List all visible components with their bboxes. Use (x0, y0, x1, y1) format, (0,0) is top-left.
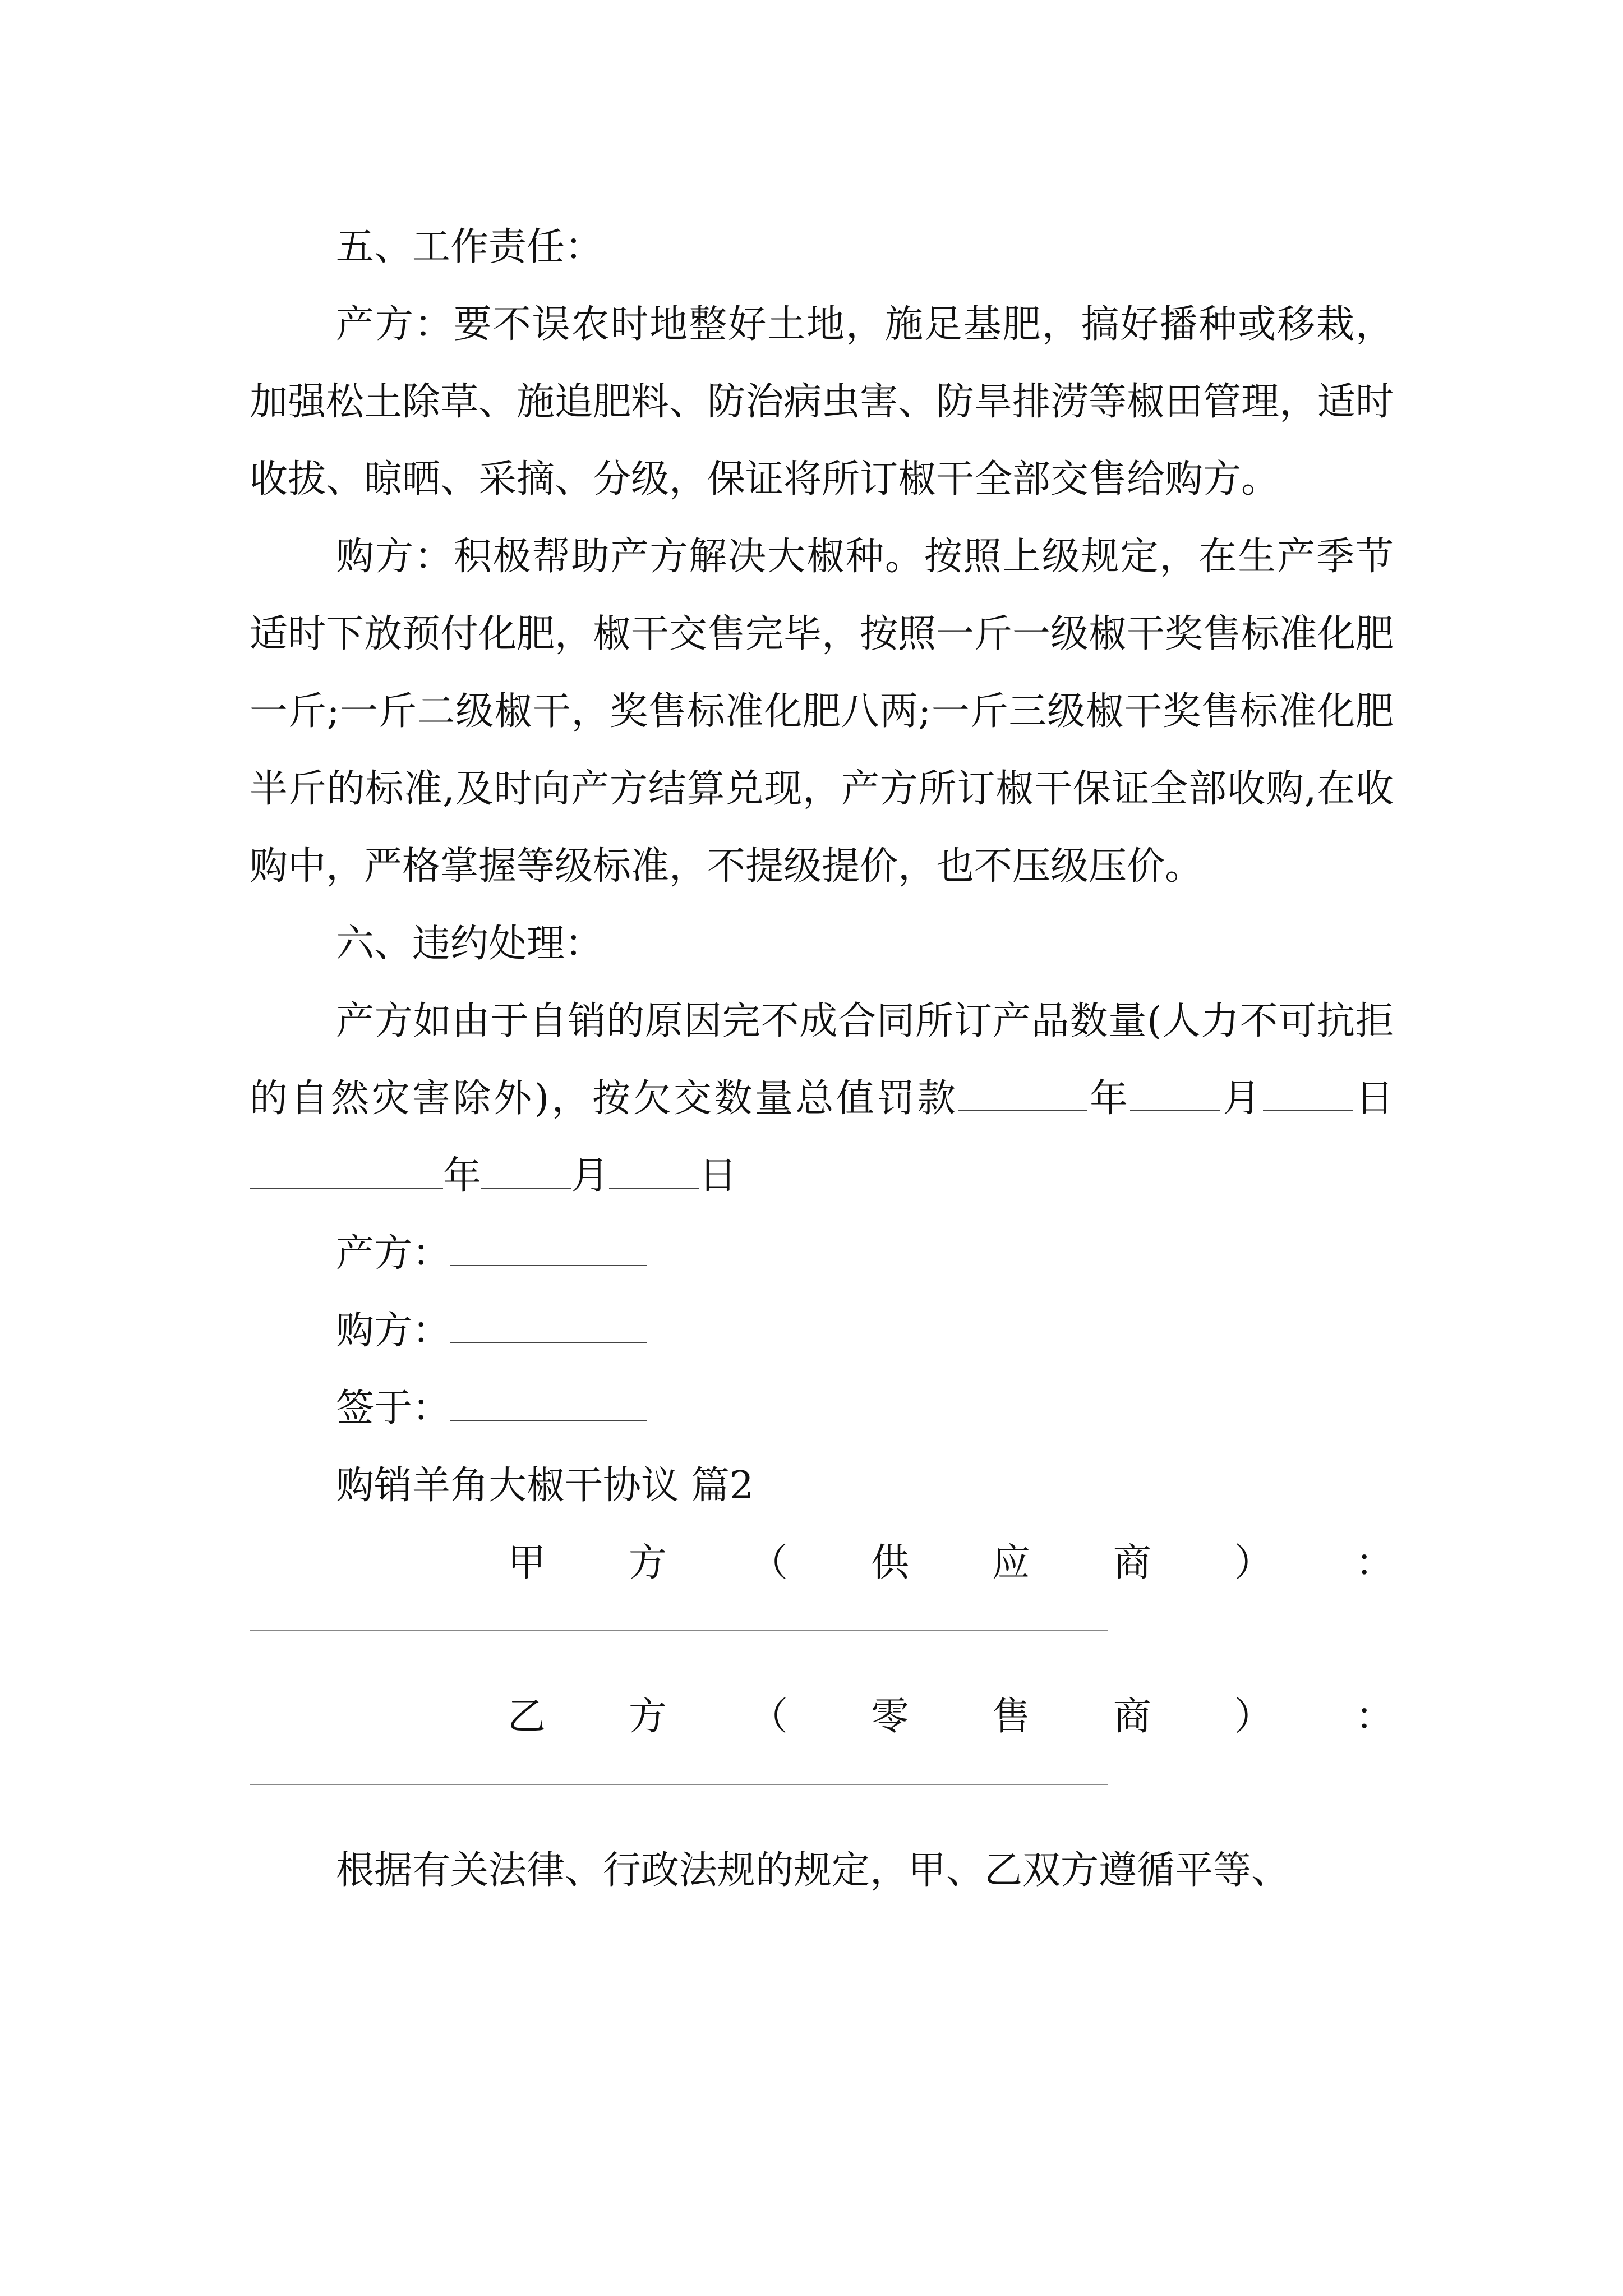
party-b-char: ） (1234, 1695, 1272, 1739)
party-b-blank-line (250, 1784, 1108, 1785)
party-b-char: 零 (870, 1695, 909, 1739)
buyer-signature-blank (450, 1308, 647, 1343)
buyer-signature-line (250, 1292, 1394, 1370)
date-month-blank (1130, 1075, 1220, 1111)
party-b-line (250, 1678, 1394, 1756)
second-date-month-blank (481, 1153, 571, 1189)
party-b-char: 乙 (508, 1695, 546, 1739)
party-b-char: ： (1355, 1695, 1394, 1739)
date-year-label: 年 (1087, 1076, 1131, 1121)
party-a-char: ） (1234, 1541, 1272, 1585)
breach-paragraph (250, 983, 1394, 1215)
section-5-heading: 五、工作责任： (336, 225, 603, 269)
party-a-blank-line (250, 1630, 1108, 1631)
fine-amount-blank (958, 1075, 1087, 1111)
party-a-char: 供 (870, 1541, 909, 1585)
agreement-intro-paragraph: 根据有关法律、行政法规的规定，甲、乙双方遵循平等、 (336, 1848, 1290, 1893)
second-date-day-blank (609, 1153, 699, 1189)
section-6-heading: 六、违约处理： (336, 922, 603, 966)
date-day-blank (1263, 1075, 1353, 1111)
signed-at-label: 签于： (336, 1386, 451, 1430)
party-b-char: 方 (628, 1695, 667, 1739)
party-b-char: （ (749, 1695, 788, 1739)
second-date-year-blank (250, 1153, 443, 1189)
signed-at-blank (450, 1385, 647, 1421)
producer-duty-paragraph: 产方：要不误农时地整好土地，施足基肥，搞好播种或移栽，加强松土除草、施追肥料、防治病虫害、防旱排涝等椒田管理，适时收拔、晾晒、采摘、分级，保证将所订椒干全部交售给购方。 (250, 302, 1394, 501)
second-date-year-label: 年 (443, 1154, 482, 1198)
party-a-char: 甲 (508, 1541, 546, 1585)
second-date-month-label: 月 (571, 1154, 610, 1198)
second-date-day-label: 日 (699, 1154, 737, 1198)
date-month-label: 月 (1220, 1076, 1264, 1121)
party-a-char: 商 (1113, 1541, 1151, 1585)
party-a-char: 方 (628, 1541, 667, 1585)
breach-text: 产方如由于自销的原因完不成合同所订产品数量(人力不可抗拒的自然灾害除外)，按欠交数量总值罚款 (250, 999, 1394, 1121)
signed-at-line (250, 1370, 1394, 1447)
producer-signature-line (250, 1215, 1394, 1292)
date-day-label: 日 (1353, 1076, 1394, 1121)
buyer-signature-label: 购方： (336, 1309, 451, 1353)
party-a-char: ： (1355, 1541, 1394, 1585)
buyer-duty-paragraph: 购方：积极帮助产方解决大椒种。按照上级规定，在生产季节适时下放预付化肥，椒干交售完毕，按照一斤一级椒干奖售标准化肥一斤;一斤二级椒干，奖售标准化肥八两;一斤三级椒干奖售标准化肥半斤的标准,及时向产方结算兑现，产方所订椒干保证全部收购,在收购中，严格掌握等级标准，不提级提价，也不压级压价。 (250, 535, 1394, 889)
party-b-char: 售 (992, 1695, 1030, 1739)
document-body (250, 209, 1394, 1910)
producer-signature-label: 产方： (336, 1231, 451, 1276)
party-a-line (250, 1525, 1394, 1602)
producer-signature-blank (450, 1230, 647, 1266)
party-a-char: （ (749, 1541, 788, 1585)
party-a-char: 应 (992, 1541, 1030, 1585)
party-b-char: 商 (1113, 1695, 1151, 1739)
part-2-title: 购销羊角大椒干协议 篇2 (336, 1464, 754, 1508)
